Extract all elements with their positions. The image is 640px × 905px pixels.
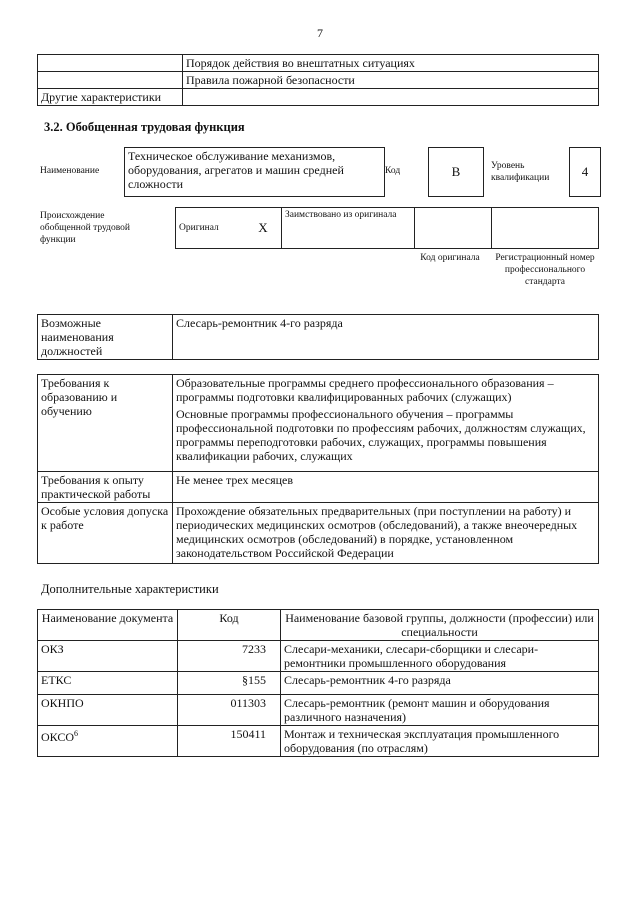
reg-caption: Регистрационный номер профессионального стандарта [495,253,595,287]
table-row [38,315,599,360]
doc-cell: ОКНПО [38,695,178,726]
table-row [38,72,599,89]
table-row [38,55,599,72]
doc-cell [38,726,178,757]
column-header: Наименование документа [38,610,178,641]
table-row [38,641,599,672]
table-row [38,503,599,564]
page-number: 7 [317,26,323,40]
level-label: Уровень квалификации [491,161,550,183]
code-cell: 150411 [178,726,281,757]
name-cell: Монтаж и техническая эксплуатация промышленного оборудования (по отраслям) [281,726,599,757]
positions-label: Возможные наименования должностей [38,315,173,360]
code-cell: 011303 [178,695,281,726]
borrowed-label: Заимствовано из оригинала [282,208,415,249]
level-value: 4 [569,147,601,197]
code-cell: 7233 [178,641,281,672]
origin-table [175,207,599,249]
name-cell: Слесарь-ремонтник (ремонт машин и оборудования различного назначения) [281,695,599,726]
column-header: Код [178,610,281,641]
table-cell [38,72,183,89]
table-row [176,208,599,249]
requirement-paragraph: Основные программы профессионального обучения – программы профессиональной подготовки по профессиям рабочих, должностям служащих, программы переподготовки рабочих, служащих, программы повышения квалификации рабочих, служащих [176,407,586,463]
origin-label: Происхождение обобщенной трудовой функции [40,211,130,245]
requirement-label: Особые условия допуска к работе [38,503,173,564]
requirements-table [37,374,599,564]
code-label: Код [385,166,401,176]
doc-cell: ЕТКС [38,672,178,695]
additional-title: Дополнительные характеристики [41,582,219,596]
code-caption: Код оригинала [420,253,480,263]
table-cell: Правила пожарной безопасности [183,72,599,89]
doc-name: ОКСО [41,730,75,744]
table-cell [183,89,599,106]
additional-table [37,609,599,757]
name-cell: Слесарь-ремонтник 4-го разряда [281,672,599,695]
code-cell: §155 [178,672,281,695]
requirement-value [173,375,599,472]
requirement-label: Требования к опыту практической работы [38,472,173,503]
reg-number-cell [492,208,599,249]
table-cell: Порядок действия во внештатных ситуациях [183,55,599,72]
footnote-mark: 6 [74,729,79,738]
table-row [38,672,599,695]
table-row [38,89,599,106]
table-row [38,695,599,726]
origin-code-cell [415,208,492,249]
requirement-value: Прохождение обязательных предварительных (при поступлении на работу) и периодических медицинских осмотров (обследований), а также внеочередных медицинских осмотров (обследований) в порядке, установленном законодательством Российской Федерации [173,503,599,564]
requirement-label: Требования к образованию и обучению [38,375,173,472]
name-value: Техническое обслуживание механизмов, оборудования, агрегатов и машин средней сложности [124,147,385,197]
requirement-paragraph: Образовательные программы среднего профессионального образования – программы подготовки квалифицированных рабочих (служащих) [176,376,554,404]
other-characteristics-table [37,54,599,106]
table-row [38,375,599,472]
doc-cell: ОКЗ [38,641,178,672]
table-row [38,472,599,503]
table-row [38,726,599,757]
column-header: Наименование базовой группы, должности (профессии) или специальности [281,610,599,641]
requirement-value: Не менее трех месяцев [173,472,599,503]
code-value: B [428,147,484,197]
positions-value: Слесарь-ремонтник 4-го разряда [173,315,599,360]
section-heading: 3.2. Обобщенная трудовая функция [44,120,245,134]
name-label: Наименование [40,166,100,176]
table-cell: Другие характеристики [38,89,183,106]
table-header-row [38,610,599,641]
table-cell [38,55,183,72]
name-cell: Слесари-механики, слесари-сборщики и слесари-ремонтники промышленного оборудования [281,641,599,672]
original-label: Оригинал [176,208,246,249]
positions-table [37,314,599,360]
original-mark: X [245,208,282,249]
